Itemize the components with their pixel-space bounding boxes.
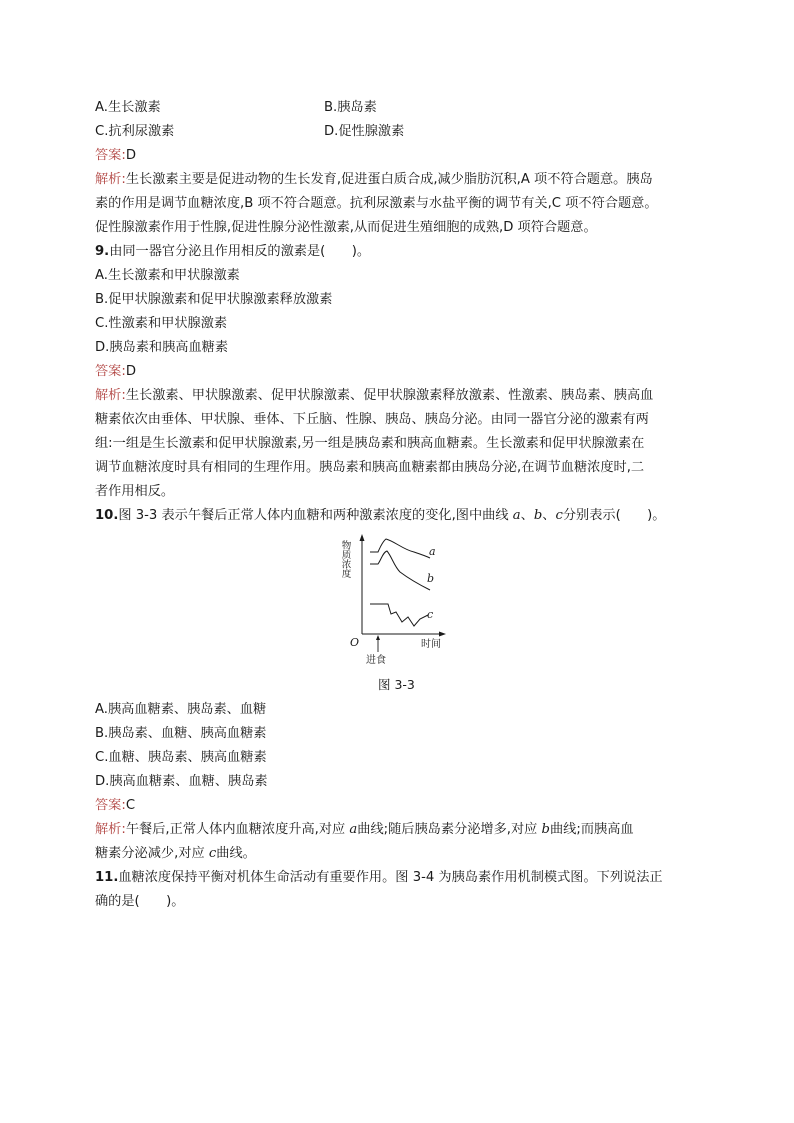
var-c: c xyxy=(555,508,563,523)
q10-option-a: A.胰高血糖素、胰岛素、血糖 xyxy=(95,702,267,717)
figure-caption: 图 3-3 xyxy=(378,677,415,692)
y-axis-arrow xyxy=(360,534,365,541)
analysis-text: 午餐后,正常人体内血糖浓度升高,对应 xyxy=(125,822,350,837)
curve-b xyxy=(370,551,430,590)
question-number: 10. xyxy=(95,508,119,523)
analysis-text: 曲线;而胰高血 xyxy=(550,822,634,837)
separator: 、 xyxy=(542,508,556,523)
origin-label: O xyxy=(350,636,360,649)
meal-arrow-head xyxy=(376,635,380,640)
question-text-post: 分别表示( )。 xyxy=(562,508,666,523)
x-axis-arrow xyxy=(439,632,446,637)
analysis-label: 解析: xyxy=(95,172,126,187)
question-number: 11. xyxy=(95,870,119,885)
var-b: b xyxy=(541,822,550,837)
q9-stem xyxy=(95,240,370,264)
analysis-label: 解析: xyxy=(95,822,126,837)
analysis-text: 糖素分泌减少,对应 xyxy=(95,846,209,861)
q8-option-b: B.胰岛素 xyxy=(324,100,377,115)
curve-c xyxy=(370,604,428,626)
q9-analysis-line-1 xyxy=(95,384,653,408)
var-c: c xyxy=(208,846,217,861)
answer-label: 答案: xyxy=(95,364,126,379)
q9-analysis-line-2: 糖素依次由垂体、甲状腺、垂体、下丘脑、性腺、胰岛、胰岛分泌。由同一器官分泌的激素有两 xyxy=(95,412,649,427)
analysis-text: 曲线。 xyxy=(216,846,256,861)
q9-option-a: A.生长激素和甲状腺激素 xyxy=(95,268,240,283)
q9-analysis-line-5: 者作用相反。 xyxy=(95,484,175,499)
question-text: 由同一器官分泌且作用相反的激素是( )。 xyxy=(109,244,371,259)
q9-option-d: D.胰岛素和胰高血糖素 xyxy=(95,340,229,355)
q11-stem-line-2: 确的是( )。 xyxy=(95,894,185,909)
curve-a-label: a xyxy=(429,545,436,558)
q10-option-d: D.胰高血糖素、血糖、胰岛素 xyxy=(95,774,268,789)
analysis-text: 生长激素、甲状腺激素、促甲状腺激素、促甲状腺激素释放激素、性激素、胰岛素、胰高血 xyxy=(125,388,654,403)
curve-c-label: c xyxy=(427,608,434,621)
var-a: a xyxy=(512,508,521,523)
q8-analysis-line-2: 素的作用是调节血糖浓度,B 项不符合题意。抗利尿激素与水盐平衡的调节有关,C 项不符合题意。 xyxy=(95,196,658,211)
q8-option-a: A.生长激素 xyxy=(95,100,161,115)
x-axis-label: 时间 xyxy=(421,639,441,650)
meal-label: 进食 xyxy=(366,655,386,666)
curve-a xyxy=(370,539,430,558)
q10-stem xyxy=(95,504,665,528)
q8-option-d: D.促性腺激素 xyxy=(324,124,405,139)
answer-label: 答案: xyxy=(95,148,126,163)
separator: 、 xyxy=(520,508,534,523)
analysis-label: 解析: xyxy=(95,388,126,403)
var-b: b xyxy=(533,508,543,523)
q10-analysis-line-2 xyxy=(95,842,256,866)
analysis-text: 曲线;随后胰岛素分泌增多,对应 xyxy=(357,822,542,837)
answer-value: C xyxy=(125,798,136,813)
q10-option-c: C.血糖、胰岛素、胰高血糖素 xyxy=(95,750,267,765)
q9-answer xyxy=(95,360,136,384)
answer-label: 答案: xyxy=(95,798,126,813)
var-a: a xyxy=(349,822,358,837)
figure-3-3 xyxy=(338,530,458,670)
q10-option-b: B.胰岛素、血糖、胰高血糖素 xyxy=(95,726,267,741)
q9-analysis-line-4: 调节血糖浓度时具有相同的生理作用。胰岛素和胰高血糖素都由胰岛分泌,在调节血糖浓度时,二 xyxy=(95,460,645,475)
q10-analysis-line-1 xyxy=(95,818,634,842)
question-text: 血糖浓度保持平衡对机体生命活动有重要作用。图 3-4 为胰岛素作用机制模式图。下列说法正 xyxy=(118,870,663,885)
question-text-pre: 图 3-3 表示午餐后正常人体内血糖和两种激素浓度的变化,图中曲线 xyxy=(118,508,513,523)
question-number: 9. xyxy=(95,244,110,259)
q8-analysis-line-3: 促性腺激素作用于性腺,促进性腺分泌性激素,从而促进生殖细胞的成熟,D 项符合题意。 xyxy=(95,220,597,235)
q9-option-c: C.性激素和甲状腺激素 xyxy=(95,316,228,331)
q8-analysis-line-1 xyxy=(95,168,653,192)
answer-value: D xyxy=(125,148,136,163)
curve-b-label: b xyxy=(427,572,435,585)
q8-option-c: C.抗利尿激素 xyxy=(95,124,175,139)
q8-answer xyxy=(95,144,136,168)
q11-stem-line-1 xyxy=(95,866,663,890)
q9-analysis-line-3: 组:一组是生长激素和促甲状腺激素,另一组是胰岛素和胰高血糖素。生长激素和促甲状腺激素在 xyxy=(95,436,645,451)
analysis-text: 生长激素主要是促进动物的生长发育,促进蛋白质合成,减少脂肪沉积,A 项不符合题意。胰岛 xyxy=(125,172,653,187)
q9-option-b: B.促甲状腺激素和促甲状腺激素释放激素 xyxy=(95,292,333,307)
q10-answer xyxy=(95,794,135,818)
answer-value: D xyxy=(125,364,136,379)
y-axis-label: 物质浓度 xyxy=(339,540,351,578)
